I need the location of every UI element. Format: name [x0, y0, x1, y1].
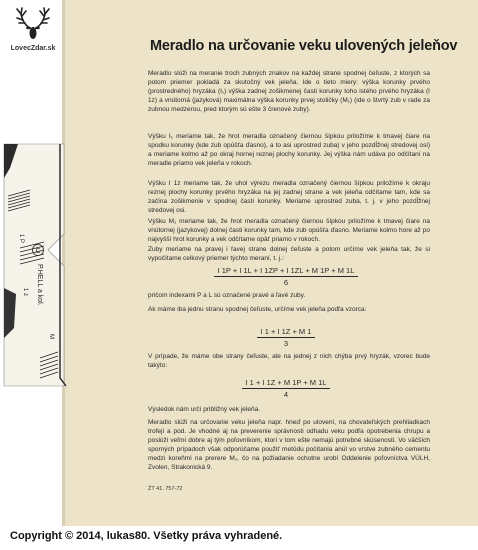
paragraph-7: Ak máme iba jednu stranu spodnej čeľuste, určíme vek jeleňa podľa vzorca:: [148, 306, 367, 313]
formula-2-numerator: I 1 + I 1Z + M 1: [257, 327, 316, 338]
formula-3-denominator: 4: [283, 390, 289, 399]
ruler-mark-1p: 1 P: [18, 234, 24, 244]
paragraph-10: Meradlo slúži na určovanie veku jeleňa napr. hneď po ulovení, na chovateľských prehliadkach trofejí a pod. Je vhodné aj na preverenie správnosti odhadu veku podľa opotrebenia chrupu a poslúži veľmi dobre aj tým poľovníkom, ktorí v tom ešte nemajú potrebné skúsenosti. Vo väčších sporných prípadoch však odporúčame použiť metódu počítania anúl vo vrstve zubného cementu medzi koreňmi na prerere M₁, čo na požiadanie ochotne urobí Oddelenie poľovníctva VÚLH, Zvolen, Strakonická 9.: [148, 419, 430, 471]
formula-1-numerator: I 1P + I 1L + I 1ZP + I 1ZL + M 1P + M 1L: [214, 266, 359, 277]
paragraph-5: Zuby meriame na pravej i ľavej strane dolnej čeľuste a potom určíme vek jeleňa tak, že si vypočítame celkový priemer týchto meraní, t. j.:: [148, 246, 430, 262]
site-logo[interactable]: [6, 6, 60, 52]
formula-both-sides: [166, 266, 406, 287]
paragraph-9: Výsledok nám určí približný vek jeleňa.: [148, 406, 260, 413]
print-code: ŽT 41. 757-72: [148, 486, 183, 492]
formula-missing-incisor: [166, 378, 406, 399]
logo-text: LovecZdar.sk: [10, 45, 56, 52]
paragraph-8: V prípade, že máme obe strany čeľuste, ale na jednej z nich chýba prvý hryzák, vzorec bude takýto:: [148, 353, 430, 369]
page-title: Meradlo na určovanie veku ulovených jeleňov: [150, 38, 458, 54]
formula-2-denominator: 3: [283, 339, 289, 348]
formula-1-denominator: 6: [283, 278, 289, 287]
ruler-mark-m: M: [48, 334, 54, 339]
paragraph-1: Meradlo slúži na meranie troch zubných znakov na každej strane spodnej čeľuste, z ktorých sa potom priemer pokladá za skutočný vek jeleňa. Ide o tieto miery: výška korunky prvého (prostredného) hryzáka (I₁) výška zadnej zošikmenej časti korunky toho istého prvého hryzáka (I 1z) a vnútorná (jazyková) maximálna výška korunky prvej stoličky (M₁) (ide o štvrtý zub v rade za zubnou medzerou, pred ktorým sú ešte 3 črenové zuby).: [148, 70, 430, 113]
copyright-notice: Copyright © 2014, lukas80. Všetky práva vyhradené.: [10, 530, 283, 542]
paragraph-6: pričom indexami P a L sú označené pravé a ľavé zuby.: [148, 292, 306, 299]
ruler-circle-letter: C: [35, 248, 41, 255]
ruler-mark-1z: 1 z: [22, 288, 28, 297]
ruler-gauge: [0, 138, 70, 398]
formula-one-side: [166, 327, 406, 348]
ruler-maker-label: P.HELL a kol.: [36, 264, 43, 306]
paragraph-4: Výšku M₁ meriame tak, že hrot meradla označený čiernou šípkou priložíme k tmavej čiare na vnútornej (jazykovej) dolnej časti korunky tam, kde zub opúšťa ďasno. Meriame kolmo hore až po najvyšší hrot korunky a vek odčítame opäť priamo v rokoch.: [148, 218, 430, 243]
formula-3-numerator: I 1 + I 1Z + M 1P + M 1L: [242, 378, 331, 389]
paragraph-3: Výšku I 1z meriame tak, že uhol výrezu meradla označený čiernou šípkou priložíme k okraju reznej plochy korunky prvého hryzáka na jej zadnej strane a vek jeleňa odčítame tam, kde sa začína zošikmenie v spodnej časti korunky. Meriame uprostred zuba, t. j. v jeho pozdĺžnej stredovej osi.: [148, 180, 430, 214]
deer-antlers-icon: [13, 6, 53, 44]
paragraph-2: Výšku I₁ meriame tak, že hrot meradla označený čiernou šípkou priložíme k tmavej čiare na spodku korunky (kde zub opúšťa ďasno), a to asi uprostred zuba) v jeho pozdĺžnej stredovej osi) a meriame kolmo až po okraj hornej reznej plochy korunky. Jej výška nám udáva po odčítaní na meradle priamo vek jeleňa v rokoch.: [148, 133, 430, 167]
